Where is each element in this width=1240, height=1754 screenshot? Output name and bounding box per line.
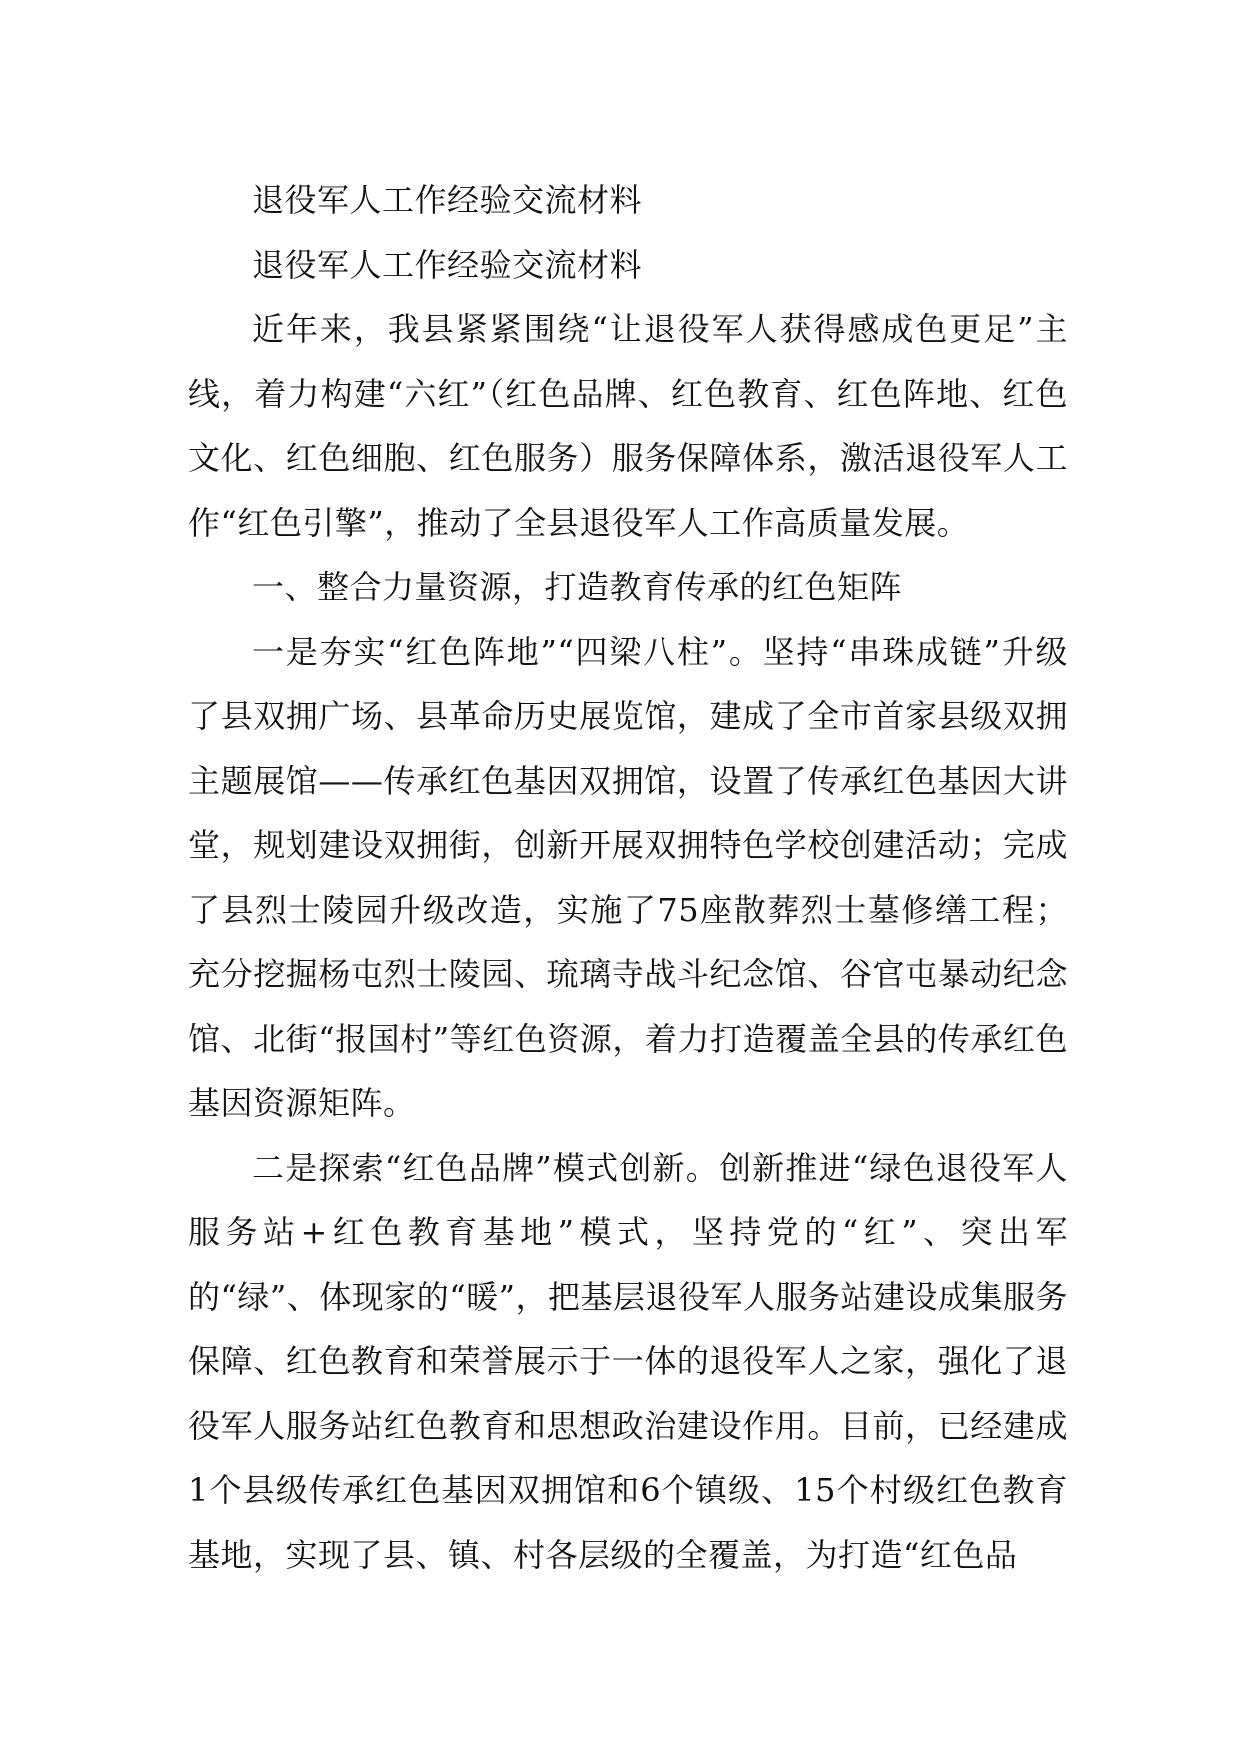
- document-title: 退役军人工作经验交流材料: [252, 181, 643, 219]
- paragraph-red-positions: 一是夯实“红色阵地”“四梁八柱”。坚持“串珠成链”升级了县双拥广场、县革命历史展览馆，建成了全市首家县级双拥主题展馆——传承红色基因双拥馆，设置了传承红色基因大讲堂，规划建设双拥街，创新开展双拥特色学校创建活动；完成了县烈士陵园升级改造，实施了75座散葬烈士墓修缮工程；充分挖掘杨屯烈士陵园、琉璃寺战斗纪念馆、谷官屯暴动纪念馆、北街“报国村”等红色资源，着力打造覆盖全县的传承红色基因资源矩阵。: [188, 632, 1068, 1122]
- document-body: [188, 168, 1068, 1587]
- section-heading-1: 一、整合力量资源，打造教育传承的红色矩阵: [252, 568, 903, 606]
- paragraph-red-brand: 二是探索“红色品牌”模式创新。创新推进“绿色退役军人服务站+红色教育基地”模式，坚持党的“红”、突出军的“绿”、体现家的“暖”，把基层退役军人服务站建设成集服务保障、红色教育和荣誉展示于一体的退役军人之家，强化了退役军人服务站红色教育和思想政治建设作用。目前，已经建成1个县级传承红色基因双拥馆和6个镇级、15个村级红色教育基地，实现了县、镇、村各层级的全覆盖，为打造“红色品: [188, 1148, 1068, 1574]
- document-subtitle: 退役军人工作经验交流材料: [252, 245, 643, 284]
- paragraph-intro: 近年来，我县紧紧围绕“让退役军人获得感成色更足”主线，着力构建“六红”（红色品牌、红色教育、红色阵地、红色文化、红色细胞、红色服务）服务保障体系，激活退役军人工作“红色引擎”，推动了全县退役军人工作高质量发展。: [188, 310, 1068, 542]
